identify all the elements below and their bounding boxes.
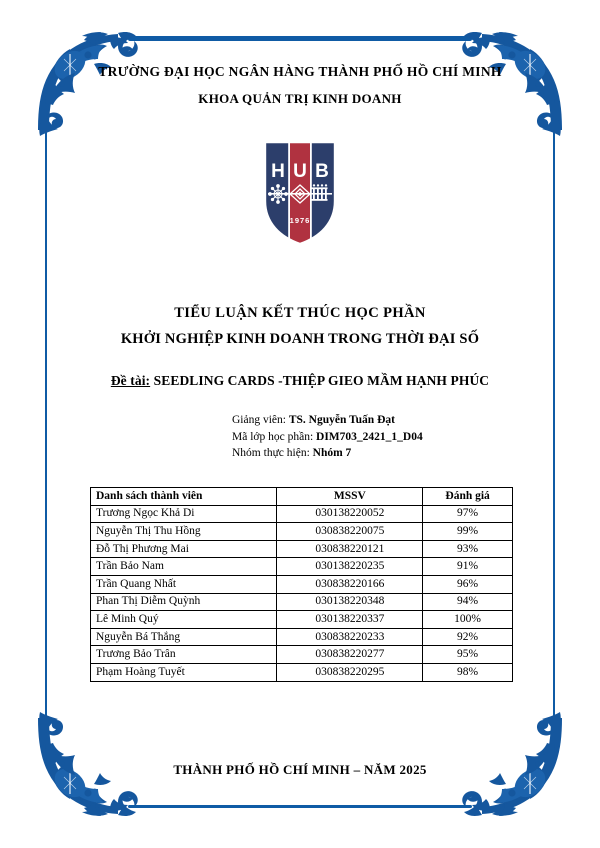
- topic-value: SEEDLING CARDS -THIỆP GIEO MẦM HẠNH PHÚC: [153, 373, 490, 388]
- member-name: Phạm Hoàng Tuyết: [91, 663, 277, 681]
- members-table-body: [91, 505, 513, 681]
- member-score: 92%: [423, 628, 513, 646]
- svg-text:U: U: [293, 161, 307, 182]
- member-score: 99%: [423, 523, 513, 541]
- column-header-score: Đánh giá: [423, 488, 513, 506]
- member-name: Phan Thị Diễm Quỳnh: [91, 593, 277, 611]
- table-row: [91, 505, 513, 523]
- class-code-row: [232, 429, 423, 446]
- group-row: [232, 445, 423, 462]
- member-score: 98%: [423, 663, 513, 681]
- instructor-label: Giảng viên:: [232, 414, 286, 426]
- university-name: TRƯỜNG ĐẠI HỌC NGÂN HÀNG THÀNH PHỐ HỒ CHÍ MINH: [98, 64, 502, 79]
- member-score: 91%: [423, 558, 513, 576]
- class-code-value: DIM703_2421_1_D04: [316, 430, 423, 443]
- instructor-value: TS. Nguyễn Tuấn Đạt: [288, 414, 395, 426]
- member-mssv: 030838220121: [277, 540, 423, 558]
- table-row: [91, 628, 513, 646]
- table-row: [91, 593, 513, 611]
- table-row: [91, 558, 513, 576]
- instructor-row: [232, 412, 423, 429]
- column-header-name: Danh sách thành viên: [91, 488, 277, 506]
- column-header-mssv: MSSV: [277, 488, 423, 506]
- table-row: [91, 540, 513, 558]
- thesis-title-line2: KHỞI NGHIỆP KINH DOANH TRONG THỜI ĐẠI SỐ: [120, 331, 480, 347]
- member-mssv: 030138220052: [277, 505, 423, 523]
- group-value: Nhóm 7: [312, 447, 352, 459]
- table-row: [91, 523, 513, 541]
- member-score: 100%: [423, 611, 513, 629]
- members-table: [90, 487, 513, 682]
- svg-text:H: H: [271, 161, 285, 182]
- member-name: Trần Quang Nhất: [91, 575, 277, 593]
- frame-rule-right: [553, 105, 555, 745]
- table-row: [91, 663, 513, 681]
- member-mssv: 030838220075: [277, 523, 423, 541]
- member-name: Trần Bảo Nam: [91, 558, 277, 576]
- member-mssv: 030138220348: [277, 593, 423, 611]
- member-mssv: 030838220233: [277, 628, 423, 646]
- member-score: 96%: [423, 575, 513, 593]
- frame-rule-left: [45, 105, 47, 745]
- member-name: Nguyễn Bá Thắng: [91, 628, 277, 646]
- member-mssv: 030838220277: [277, 646, 423, 664]
- frame-rule-bottom: [128, 805, 472, 808]
- table-row: [91, 646, 513, 664]
- member-name: Trương Bảo Trân: [91, 646, 277, 664]
- table-row: [91, 611, 513, 629]
- logo-year: 1976: [289, 216, 311, 225]
- member-score: 97%: [423, 505, 513, 523]
- faculty-name: KHOA QUẢN TRỊ KINH DOANH: [198, 91, 402, 106]
- class-code-label: Mã lớp học phần:: [232, 430, 314, 443]
- member-score: 95%: [423, 646, 513, 664]
- frame-rule-top: [128, 36, 472, 41]
- member-mssv: 030838220166: [277, 575, 423, 593]
- member-score: 93%: [423, 540, 513, 558]
- member-mssv: 030838220295: [277, 663, 423, 681]
- member-name: Đỗ Thị Phương Mai: [91, 540, 277, 558]
- members-table-wrapper: [90, 487, 513, 682]
- svg-text:B: B: [315, 161, 329, 182]
- course-meta-block: [232, 412, 423, 462]
- member-name: Nguyễn Thị Thu Hồng: [91, 523, 277, 541]
- member-score: 94%: [423, 593, 513, 611]
- footer-city-year: THÀNH PHỐ HỒ CHÍ MINH – NĂM 2025: [173, 762, 427, 777]
- member-mssv: 030138220337: [277, 611, 423, 629]
- hub-shield-logo-icon: [262, 139, 338, 247]
- topic-line: [0, 373, 600, 389]
- table-header-row: [91, 488, 513, 506]
- group-label: Nhóm thực hiện:: [232, 447, 310, 459]
- member-name: Lê Minh Quý: [91, 611, 277, 629]
- member-name: Trương Ngọc Khả Di: [91, 505, 277, 523]
- member-mssv: 030138220235: [277, 558, 423, 576]
- table-row: [91, 575, 513, 593]
- topic-label: Đề tài:: [110, 373, 151, 388]
- thesis-title-line1: TIỂU LUẬN KẾT THÚC HỌC PHẦN: [174, 305, 426, 321]
